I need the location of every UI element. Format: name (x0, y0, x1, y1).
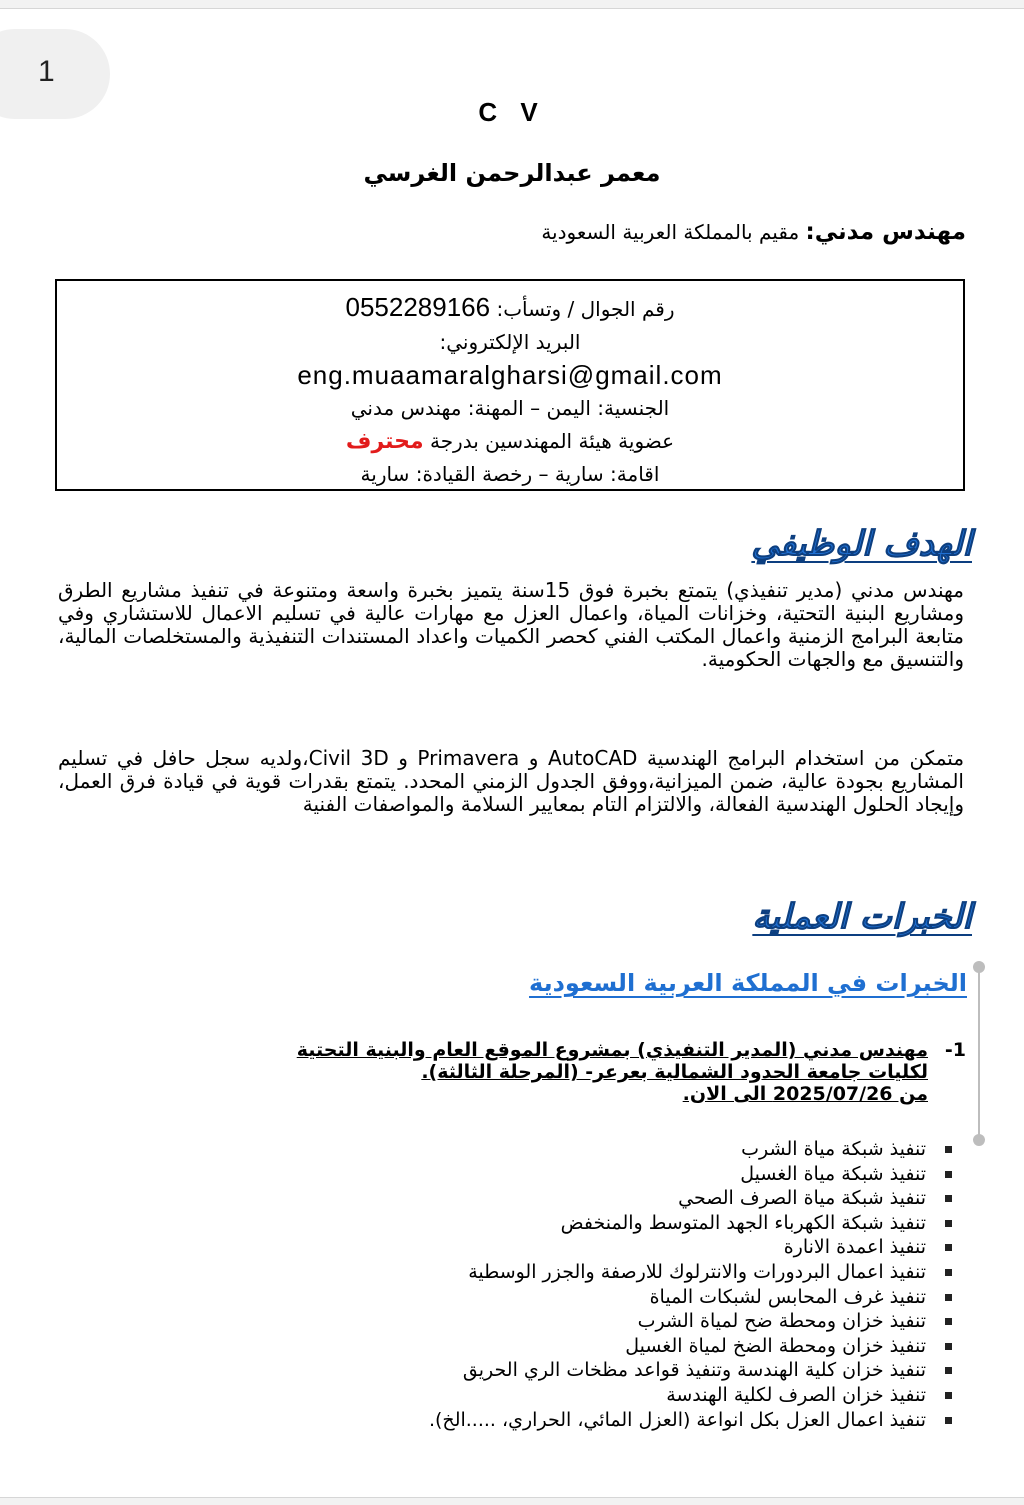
membership-grade: محترف (345, 429, 424, 454)
objective-paragraph-2: متمكن من استخدام البرامج الهندسية AutoCAD و Primavera و Civil 3D،ولديه سجل حافل في تسليم المشاريع بجودة عالية، ضمن الميزانية،ووفق الجدول الزمني المحدد. يتمتع بقدرات قوية في قيادة فرق العمل، وإيجاد الحلول الهندسية الفعالة، والالتزام التام بمعايير السلامة والمواصفات الفنية (58, 746, 965, 816)
list-item: تنفيذ اعمال البردورات والانترلوك للارصفة والجزر الوسطية (72, 1260, 952, 1285)
membership-line (57, 425, 963, 458)
nationality-profession: الجنسية: اليمن – المهنة: مهندس مدني (350, 396, 670, 420)
experience-item-project: لكليات جامعة الحدود الشمالية بعرعر- (المرحلة الثالثة). (421, 1061, 928, 1083)
phone-number[interactable]: 0552289166 (345, 292, 491, 322)
phone-label: رقم الجوال / وتسأب: (496, 297, 675, 321)
experience-item-title: مهندس مدني (المدير التنفيذي) بمشروع الموقع العام والبنية التحتية (296, 1039, 928, 1061)
list-item: تنفيذ خزان ومحطة الضخ لمياة الغسيل (72, 1334, 952, 1359)
contact-box (55, 279, 965, 491)
list-item: تنفيذ اعمال العزل بكل انواعة (العزل المائي، الحراري، .....الخ). (72, 1408, 952, 1433)
membership-prefix: عضوية هيئة المهندسين بدرجة (429, 429, 675, 453)
document-page (0, 8, 1024, 1498)
experience-heading: الخبرات العملية (752, 897, 972, 937)
experience-item-date: من 2025/07/26 الى الان. (682, 1083, 928, 1105)
timeline-dot-bottom (973, 1134, 985, 1146)
list-item: تنفيذ شبكة مياة الصرف الصحي (72, 1186, 952, 1211)
page-number: 1 (38, 55, 55, 88)
applicant-name: معمر عبدالرحمن الغرسي (363, 159, 661, 187)
region-heading: الخبرات في المملكة العربية السعودية (529, 969, 967, 997)
timeline-dot-top (973, 961, 985, 973)
list-item: تنفيذ شبكة الكهرباء الجهد المتوسط والمنخفض (72, 1211, 952, 1236)
email-label: البريد الإلكتروني: (439, 330, 581, 354)
experience-item-1 (76, 1039, 966, 1105)
residency-license: اقامة: سارية – رخصة القيادة: سارية (360, 462, 660, 486)
list-item: تنفيذ خزان كلية الهندسة وتنفيذ قواعد مظخات الري الحريق (72, 1358, 952, 1383)
objective-heading: الهدف الوظيفي (751, 524, 972, 564)
email-address[interactable]: eng.muaamaralgharsi@gmail.com (297, 360, 723, 390)
list-item: تنفيذ خزان ومحطة ضح لمياة الشرب (72, 1309, 952, 1334)
role-value: مقيم بالمملكة العربية السعودية (541, 220, 800, 244)
list-item: تنفيذ خزان الصرف لكلية الهندسة (72, 1383, 952, 1408)
role-label: مهندس مدني: (805, 219, 966, 245)
timeline-bar (978, 967, 980, 1143)
phone-line (57, 291, 963, 326)
cv-title: C V (478, 97, 546, 127)
objective-paragraph-1: مهندس مدني (مدير تنفيذي) يتمتع بخبرة فوق 15سنة يتميز بخبرة واسعة ومتنوعة في تنفيذ مشاريع الطرق ومشاريع البنية التحتية، وخزانات المياة، واعمال العزل مع مهارات عالية في تسليم الاعمال للاستشاري وفي متابعة البرامج الزمنية واعمال المكتب الفني كحصر الكميات واعداد المستندات التنفيذية والمستخلصات المالية، والتنسيق مع والجهات الحكومية. (58, 578, 964, 671)
list-item: تنفيذ غرف المحابس لشبكات المياة (72, 1285, 952, 1310)
list-item: تنفيذ شبكة مياة الشرب (72, 1137, 952, 1162)
list-item: تنفيذ اعمدة الانارة (72, 1235, 952, 1260)
list-item: تنفيذ شبكة مياة الغسيل (72, 1162, 952, 1187)
experience-item-number: 1- (944, 1039, 966, 1061)
task-list (72, 1137, 952, 1432)
role-line (541, 219, 966, 245)
